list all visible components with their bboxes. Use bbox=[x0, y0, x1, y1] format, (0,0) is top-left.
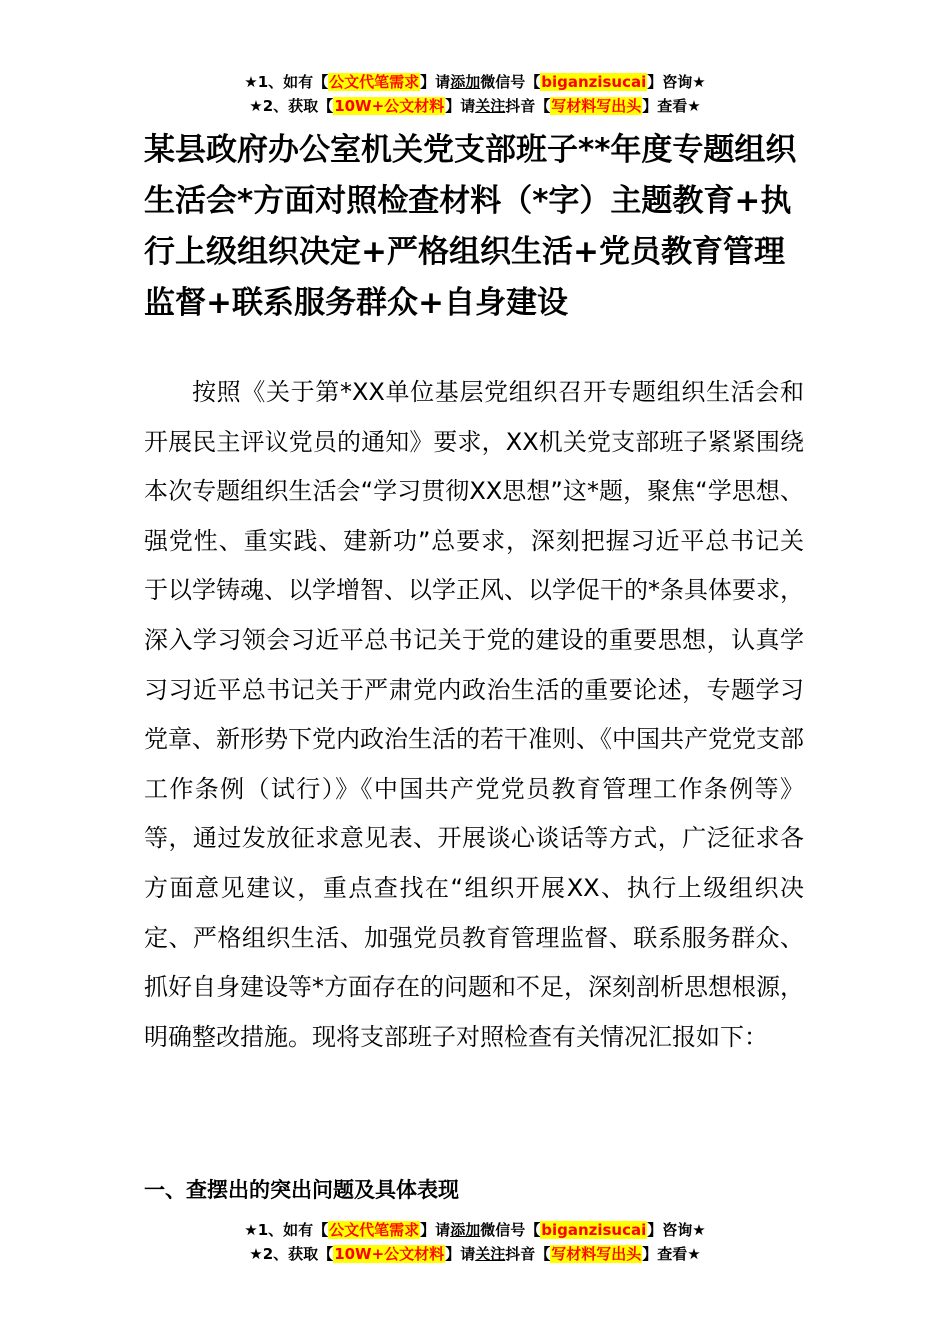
promo-text: 抖音【 bbox=[505, 97, 551, 115]
promo-text: ★2、获取【 bbox=[249, 97, 334, 115]
promo-banner-top bbox=[0, 70, 950, 118]
promo-banner-bottom bbox=[0, 1218, 950, 1266]
promo-text: 微信号【 bbox=[480, 73, 541, 91]
promo-text: 】咨询★ bbox=[647, 1221, 706, 1239]
promo-highlight-douyin: 写材料写出头 bbox=[551, 1245, 642, 1263]
promo-text: 】查看★ bbox=[642, 97, 701, 115]
promo-underlined: 关注 bbox=[475, 1245, 506, 1263]
promo-highlight: 10W+公文材料 bbox=[334, 1245, 445, 1263]
promo-line-1 bbox=[0, 70, 950, 94]
promo-underlined: 关注 bbox=[475, 97, 506, 115]
promo-underlined: 添加 bbox=[450, 1221, 481, 1239]
promo-highlight: 公文代笔需求 bbox=[329, 73, 420, 91]
promo-text: 微信号【 bbox=[480, 1221, 541, 1239]
promo-text: 】请 bbox=[420, 1221, 451, 1239]
promo-text: ★1、如有【 bbox=[244, 73, 329, 91]
promo-text: ★1、如有【 bbox=[244, 1221, 329, 1239]
document-title: 某县政府办公室机关党支部班子**年度专题组织生活会*方面对照检查材料（*字）主题教育+执行上级组织决定+严格组织生活+党员教育管理监督+联系服务群众+自身建设 bbox=[144, 132, 797, 321]
promo-text: 抖音【 bbox=[505, 1245, 551, 1263]
promo-text: 】查看★ bbox=[642, 1245, 701, 1263]
promo-line-1 bbox=[0, 1218, 950, 1242]
promo-text: 】请 bbox=[445, 97, 476, 115]
intro-paragraph: 按照《关于第*XX单位基层党组织召开专题组织生活会和开展民主评议党员的通知》要求，XX机关党支部班子紧紧围绕本次专题组织生活会“学习贯彻XX思想”这*题，聚焦“学思想、强党性、重实践、建新功”总要求，深刻把握习近平总书记关于以学铸魂、以学增智、以学正风、以学促干的*条具体要求，深入学习领会习近平总书记关于党的建设的重要思想，认真学习习近平总书记关于严肃党内政治生活的重要论述，专题学习党章、新形势下党内政治生活的若干准则、《中国共产党党支部工作条例（试行）》《中国共产党党员教育管理工作条例等》等，通过发放征求意见表、开展谈心谈话等方式，广泛征求各方面意见建议，重点查找在“组织开展XX、执行上级组织决定、严格组织生活、加强党员教育管理监督、联系服务群众、抓好自身建设等*方面存在的问题和不足，深刻剖析思想根源，明确整改措施。现将支部班子对照检查有关情况汇报如下： bbox=[144, 378, 804, 1051]
promo-line-2 bbox=[0, 1242, 950, 1266]
promo-highlight-wechat: biganzisucai bbox=[541, 1221, 647, 1239]
promo-text: 】请 bbox=[420, 73, 451, 91]
section-heading: 一、查摆出的突出问题及具体表现 bbox=[144, 1178, 459, 1202]
promo-highlight-wechat: biganzisucai bbox=[541, 73, 647, 91]
promo-text: 】请 bbox=[445, 1245, 476, 1263]
promo-highlight: 公文代笔需求 bbox=[329, 1221, 420, 1239]
promo-highlight-douyin: 写材料写出头 bbox=[551, 97, 642, 115]
promo-line-2 bbox=[0, 94, 950, 118]
promo-text: 】咨询★ bbox=[647, 73, 706, 91]
promo-underlined: 添加 bbox=[450, 73, 481, 91]
promo-text: ★2、获取【 bbox=[249, 1245, 334, 1263]
promo-highlight: 10W+公文材料 bbox=[334, 97, 445, 115]
